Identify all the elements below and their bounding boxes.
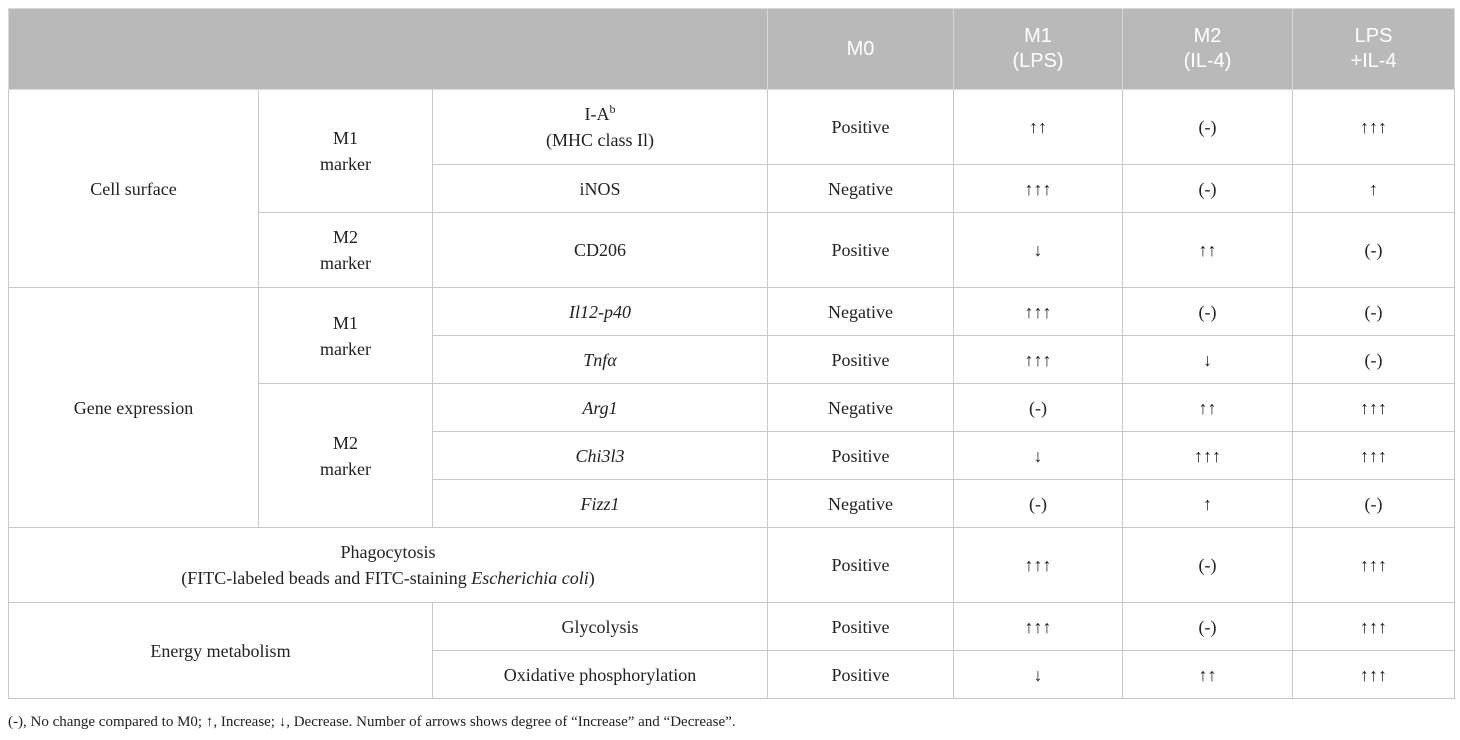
row-label: iNOS xyxy=(433,165,768,213)
row-label: Il12-p40 xyxy=(433,288,768,336)
cell-m2: ↑↑ xyxy=(1123,213,1293,288)
cell-m0: Positive xyxy=(768,528,954,603)
header-m1: M1 (LPS) xyxy=(954,9,1123,90)
cell-m0: Negative xyxy=(768,480,954,528)
cell-m2: (-) xyxy=(1123,288,1293,336)
cell-lps-il4: ↑↑↑ xyxy=(1293,603,1455,651)
category-energy-metabolism: Energy metabolism xyxy=(9,603,433,699)
row-label: CD206 xyxy=(433,213,768,288)
table-row xyxy=(9,90,1455,165)
cell-m0: Positive xyxy=(768,90,954,165)
cell-m0: Positive xyxy=(768,603,954,651)
marker-m2: M2 marker xyxy=(259,213,433,288)
cell-m1: (-) xyxy=(954,384,1123,432)
cell-lps-il4: (-) xyxy=(1293,288,1455,336)
cell-m2: (-) xyxy=(1123,603,1293,651)
cell-m1: ↓ xyxy=(954,432,1123,480)
category-phagocytosis: Phagocytosis (FITC-labeled beads and FITC-staining Escherichia coli) xyxy=(9,528,768,603)
cell-m0: Positive xyxy=(768,336,954,384)
row-label: $I-A^b$ (MHC class Il) xyxy=(433,90,768,165)
row-label: Glycolysis xyxy=(433,603,768,651)
marker-m1: M1 marker xyxy=(259,90,433,213)
cell-lps-il4: ↑↑↑ xyxy=(1293,528,1455,603)
cell-lps-il4: ↑↑↑ xyxy=(1293,384,1455,432)
category-gene-expression: Gene expression xyxy=(9,288,259,528)
cell-m2: (-) xyxy=(1123,90,1293,165)
cell-m2: (-) xyxy=(1123,528,1293,603)
marker-m2: M2 marker xyxy=(259,384,433,528)
cell-lps-il4: (-) xyxy=(1293,480,1455,528)
cell-m2: ↑↑ xyxy=(1123,651,1293,699)
cell-lps-il4: ↑↑↑ xyxy=(1293,432,1455,480)
cell-m0: Positive xyxy=(768,432,954,480)
row-label: Oxidative phosphorylation xyxy=(433,651,768,699)
cell-m1: (-) xyxy=(954,480,1123,528)
cell-m1: ↑↑↑ xyxy=(954,528,1123,603)
table-row xyxy=(9,528,1455,603)
row-label: Tnfα xyxy=(433,336,768,384)
cell-m2: ↑↑↑ xyxy=(1123,432,1293,480)
cell-m1: ↑↑↑ xyxy=(954,288,1123,336)
cell-m1: ↑↑ xyxy=(954,90,1123,165)
row-label: Chi3l3 xyxy=(433,432,768,480)
cell-m1: ↓ xyxy=(954,651,1123,699)
cell-m1: ↑↑↑ xyxy=(954,603,1123,651)
data-table xyxy=(8,8,1455,699)
cell-m0: Negative xyxy=(768,288,954,336)
table-footnote: (-), No change compared to M0; ↑, Increase; ↓, Decrease. Number of arrows shows degree of “Increase” and “Decrease”. xyxy=(8,714,736,730)
cell-m2: ↑ xyxy=(1123,480,1293,528)
cell-lps-il4: ↑ xyxy=(1293,165,1455,213)
table-row xyxy=(9,288,1455,336)
header-lps-il4: LPS +IL-4 xyxy=(1293,9,1455,90)
row-label: Fizz1 xyxy=(433,480,768,528)
category-cell-surface: Cell surface xyxy=(9,90,259,288)
marker-m1: M1 marker xyxy=(259,288,433,384)
cell-m1: ↑↑↑ xyxy=(954,336,1123,384)
header-m2: M2 (IL-4) xyxy=(1123,9,1293,90)
cell-lps-il4: ↑↑↑ xyxy=(1293,90,1455,165)
cell-lps-il4: ↑↑↑ xyxy=(1293,651,1455,699)
cell-m1: ↓ xyxy=(954,213,1123,288)
cell-m2: ↓ xyxy=(1123,336,1293,384)
cell-m2: (-) xyxy=(1123,165,1293,213)
cell-m0: Negative xyxy=(768,384,954,432)
cell-m2: ↑↑ xyxy=(1123,384,1293,432)
cell-lps-il4: (-) xyxy=(1293,213,1455,288)
header-row xyxy=(9,9,1455,90)
header-m0: M0 xyxy=(768,9,954,90)
cell-m0: Positive xyxy=(768,651,954,699)
table-row xyxy=(9,603,1455,651)
cell-m0: Positive xyxy=(768,213,954,288)
row-label: Arg1 xyxy=(433,384,768,432)
header-blank xyxy=(9,9,768,90)
cell-m1: ↑↑↑ xyxy=(954,165,1123,213)
cell-m0: Negative xyxy=(768,165,954,213)
cell-lps-il4: (-) xyxy=(1293,336,1455,384)
